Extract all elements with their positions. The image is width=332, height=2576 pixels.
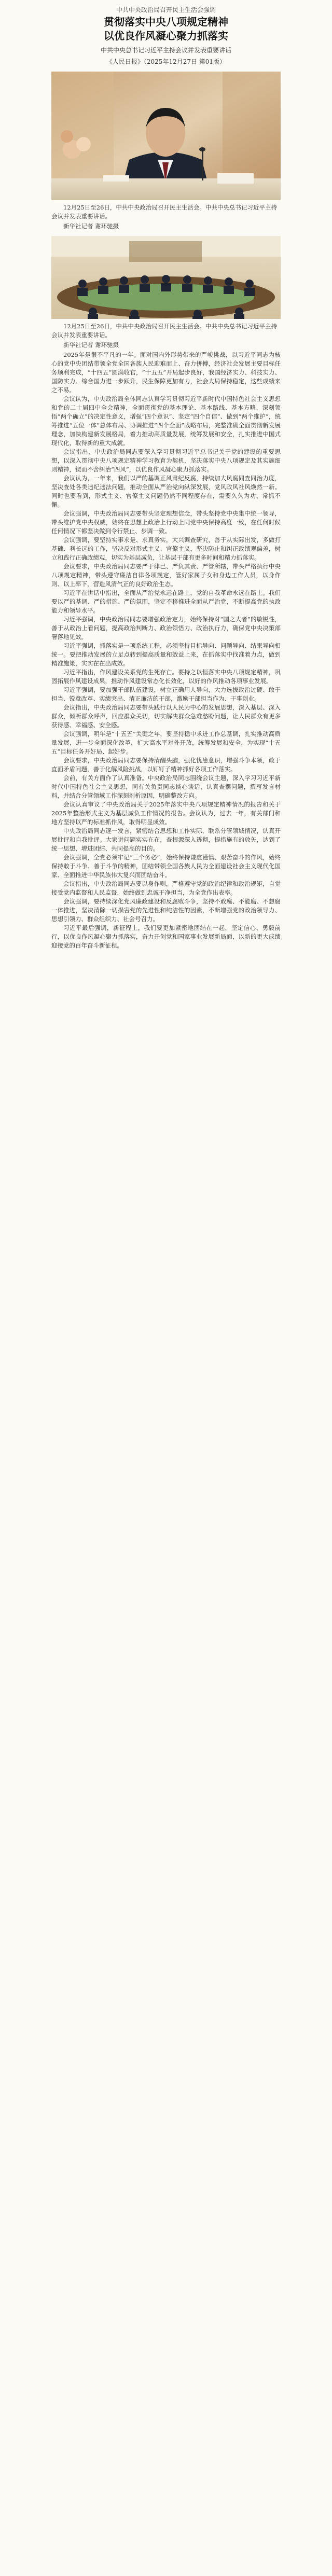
body-paragraph: 会议指出，中央政治局同志要以身作则，严格遵守党的政治纪律和政治规矩，自觉接受党内监督和人民监督，始终做到忠诚干净担当，为全党作出表率。 xyxy=(51,880,281,896)
body-paragraph: 习近平指出，作风建设关系党的生死存亡。要持之以恒落实中央八项规定精神，巩固拓展作风建设成果，推动作风建设常态化长效化，以好的作风推动各项事业发展。 xyxy=(51,669,281,685)
body-paragraph: 中央政治局同志逐一发言，紧密结合思想和工作实际，联系分管领域情况，认真开展批评和自我批评。大家讲问题实实在在，查根源深入透彻，提措施有的放矢，达到了统一思想、增进团结、共同提高的目的。 xyxy=(51,827,281,852)
article-body xyxy=(51,351,281,950)
body-paragraph: 会议强调，明年是“十五五”关键之年，要坚持稳中求进工作总基调，扎实推动高质量发展，进一步全面深化改革，扩大高水平对外开放，统筹发展和安全，为实现“十五五”目标任务开好局、起好步。 xyxy=(51,730,281,755)
body-paragraph: 习近平强调，要加强干部队伍建设，树立正确用人导向，大力选拔政治过硬、敢于担当、锐意改革、实绩突出、清正廉洁的干部，激励干部担当作为、干事创业。 xyxy=(51,686,281,702)
photo-speaker-portrait xyxy=(51,72,281,200)
publication-source: 《人民日报》（2025年12月27日 第01版） xyxy=(106,58,226,65)
body-paragraph: 会议指出，中央政治局同志要深入学习贯彻习近平总书记关于党的建设的重要思想，以深入贯彻中央八项规定精神学习教育为契机，坚决落实中央八项规定及其实施细则精神，锲而不舍纠治“四风”，以优良作风凝心聚力抓落实。 xyxy=(51,448,281,473)
body-paragraph: 会议强调，要坚持实事求是、求真务实，大兴调查研究，善于从实际出发，多做打基础、利长远的工作，坚决反对形式主义、官僚主义，坚决防止和纠正政绩观偏差，树立和践行正确政绩观，切实为基层减负，让基层干部有更多时间和精力抓落实。 xyxy=(51,536,281,561)
body-paragraph: 2025年是很不平凡的一年。面对国内外形势带来的严峻挑战，以习近平同志为核心的党中央团结带领全党全国各族人民迎难而上、奋力拼搏，经济社会发展主要目标任务顺利完成，“十四五”圆满收官，“十五五”开局起步良好，我国经济实力、科技实力、国防实力、综合国力进一步跃升，民生保障更加有力，社会大局保持稳定，这些成绩来之不易。 xyxy=(51,351,281,394)
headline-line-2: 以优良作风凝心聚力抓落实 xyxy=(104,30,228,42)
body-paragraph: 习近平强调，中央政治局同志要增强政治定力，始终保持对“国之大者”的敏锐性，善于从政治上看问题，提高政治判断力、政治领悟力、政治执行力，确保党中央决策部署落地见效。 xyxy=(51,616,281,640)
photo-credit-2: 新华社记者 谢环驰摄 xyxy=(63,341,119,349)
body-paragraph: 会议要求，中央政治局同志要严于律己、严负其责、严管所辖，带头严格执行中央八项规定精神，带头遵守廉洁自律各项规定，管好家属子女和身边工作人员，以身作则、以上率下，营造风清气正的良好政治生态。 xyxy=(51,563,281,588)
photo-meeting-room-image xyxy=(51,236,281,319)
body-paragraph: 会议要求，中央政治局同志要保持清醒头脑，强化忧患意识，增强斗争本领，敢于直面矛盾问题，善于化解风险挑战，以钉钉子精神抓好各项工作落实。 xyxy=(51,757,281,773)
body-paragraph: 会前，有关方面作了认真准备。中央政治局同志围绕会议主题，深入学习习近平新时代中国特色社会主义思想，同有关负责同志谈心谈话，认真查摆问题，撰写发言材料，并结合分管领域工作深刻剖析原因，明确整改方向。 xyxy=(51,774,281,799)
photo-meeting-room xyxy=(51,236,281,319)
photo-speaker-portrait-image xyxy=(51,72,281,200)
subheadline: 中共中央总书记习近平主持会议并发表重要讲话 xyxy=(100,47,231,54)
headline-line-1: 贯彻落实中央八项规定精神 xyxy=(104,16,228,28)
body-paragraph: 习近平最后强调，新征程上，我们要更加紧密地团结在一起，坚定信心、勇毅前行，以优良作风凝心聚力抓落实，奋力开创党和国家事业发展新局面，以新的更大成绩迎接党的百年奋斗新征程。 xyxy=(51,924,281,949)
body-paragraph: 习近平在讲话中指出，全面从严治党永远在路上，党的自我革命永远在路上。我们要以严的基调、严的措施、严的氛围，坚定不移推进全面从严治党，不断提高党的执政能力和领导水平。 xyxy=(51,589,281,614)
kicker-line: 中共中央政治局召开民主生活会强调 xyxy=(116,6,216,13)
photo-caption-2: 12月25日至26日，中共中央政治局召开民主生活会。中共中央总书记习近平主持会议并发表重要讲话。 xyxy=(51,323,277,339)
body-paragraph: 会议认真审议了中央政治局关于2025年落实中央八项规定精神情况的报告和关于2025年整治形式主义为基层减负工作情况的报告。会议认为，过去一年，有关部门和地方坚持以严的标准抓作风，取得明显成效。 xyxy=(51,801,281,826)
body-paragraph: 会议强调，中央政治局同志要带头坚定理想信念，带头坚持党中央集中统一领导，带头维护党中央权威，始终在思想上政治上行动上同党中央保持高度一致，在任何时候任何情况下都坚决做到令行禁止、步调一致。 xyxy=(51,510,281,535)
photo-caption-1: 12月25日至26日，中共中央政治局召开民主生活会。中共中央总书记习近平主持会议并发表重要讲话。 xyxy=(51,204,277,220)
body-paragraph: 会议强调，全党必须牢记“三个务必”，始终保持谦虚谨慎、艰苦奋斗的作风，始终保持敢于斗争、善于斗争的精神，团结带领全国各族人民为全面建设社会主义现代化国家、全面推进中华民族伟大复兴而团结奋斗。 xyxy=(51,854,281,879)
body-paragraph: 会议强调，要持续深化党风廉政建设和反腐败斗争，坚持不敢腐、不能腐、不想腐一体推进，坚决清除一切损害党的先进性和纯洁性的因素，不断增强党的政治领导力、思想引领力、群众组织力、社会号召力。 xyxy=(51,898,281,923)
body-paragraph: 会议认为，中央政治局全体同志认真学习贯彻习近平新时代中国特色社会主义思想和党的二十届四中全会精神，全面贯彻党的基本理论、基本路线、基本方略，深刻领悟“两个确立”的决定性意义，增强“四个意识”、坚定“四个自信”、做到“两个维护”，统筹推进“五位一体”总体布局、协调推进“四个全面”战略布局，完整准确全面贯彻新发展理念，加快构建新发展格局，着力推动高质量发展，统筹发展和安全，扎实推进中国式现代化，取得新的重大成就。 xyxy=(51,395,281,447)
body-paragraph: 会议认为，一年来，我们以严的基调正风肃纪反腐，持续加大风腐同查同治力度，坚决查处各类违纪违法问题，推动全面从严治党向纵深发展，党风政风社风焕然一新。同时也要看到，形式主义、官僚主义问题仍然不同程度存在，需要久久为功、常抓不懈。 xyxy=(51,475,281,508)
body-paragraph: 习近平强调，抓落实是一项系统工程，必须坚持目标导向、问题导向、结果导向相统一。要把推动发展的立足点转到提高质量和效益上来，在抓落实中找准着力点，做到精准施策，实实在在出成效。 xyxy=(51,642,281,667)
photo-credit-1: 新华社记者 谢环驰摄 xyxy=(63,222,119,230)
body-paragraph: 会议指出，中央政治局同志要带头践行以人民为中心的发展思想，深入基层、深入群众，倾听群众呼声，回应群众关切，切实解决群众急难愁盼问题，让人民群众有更多获得感、幸福感、安全感。 xyxy=(51,704,281,729)
article-header xyxy=(0,0,332,66)
